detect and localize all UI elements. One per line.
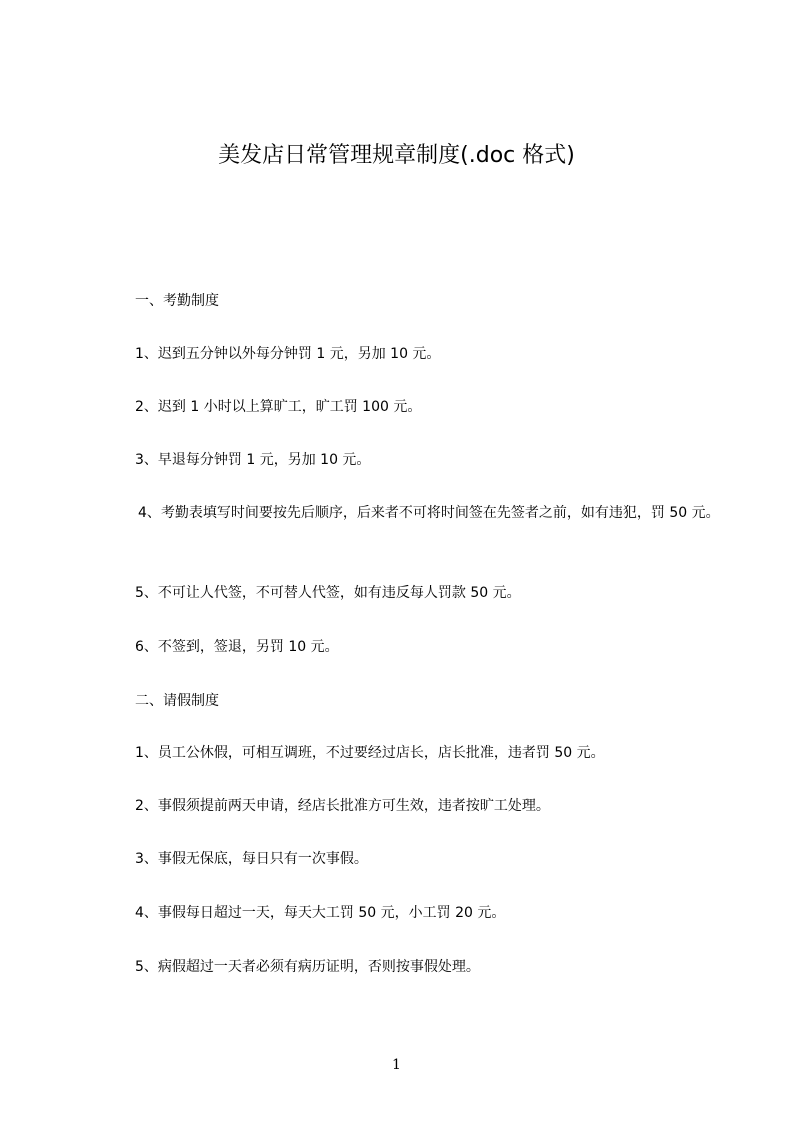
list-item: 1、员工公休假，可相互调班，不过要经过店长，店长批准，违者罚 50 元。 — [135, 745, 605, 761]
page-number: 1 — [392, 1057, 401, 1073]
list-item: 2、迟到 1 小时以上算旷工，旷工罚 100 元。 — [135, 399, 422, 415]
list-item: 5、不可让人代签，不可替人代签，如有违反每人罚款 50 元。 — [135, 585, 521, 601]
list-item: 5、病假超过一天者必须有病历证明，否则按事假处理。 — [135, 959, 480, 975]
list-item: 4、事假每日超过一天，每天大工罚 50 元，小工罚 20 元。 — [135, 905, 506, 921]
section-heading-attendance: 一、考勤制度 — [135, 293, 219, 309]
list-item: 6、不签到，签退，另罚 10 元。 — [135, 639, 339, 655]
document-title: 美发店日常管理规章制度(.doc 格式) — [218, 143, 575, 168]
list-item: 3、早退每分钟罚 1 元，另加 10 元。 — [135, 452, 371, 468]
list-item: 2、事假须提前两天申请，经店长批准方可生效，违者按旷工处理。 — [135, 798, 550, 814]
list-item: 4、考勤表填写时间要按先后顺序，后来者不可将时间签在先签者之前，如有违犯，罚 50 元。 — [138, 505, 720, 521]
section-heading-leave: 二、请假制度 — [135, 693, 219, 709]
list-item: 1、迟到五分钟以外每分钟罚 1 元，另加 10 元。 — [135, 346, 441, 362]
list-item: 3、事假无保底，每日只有一次事假。 — [135, 851, 368, 867]
